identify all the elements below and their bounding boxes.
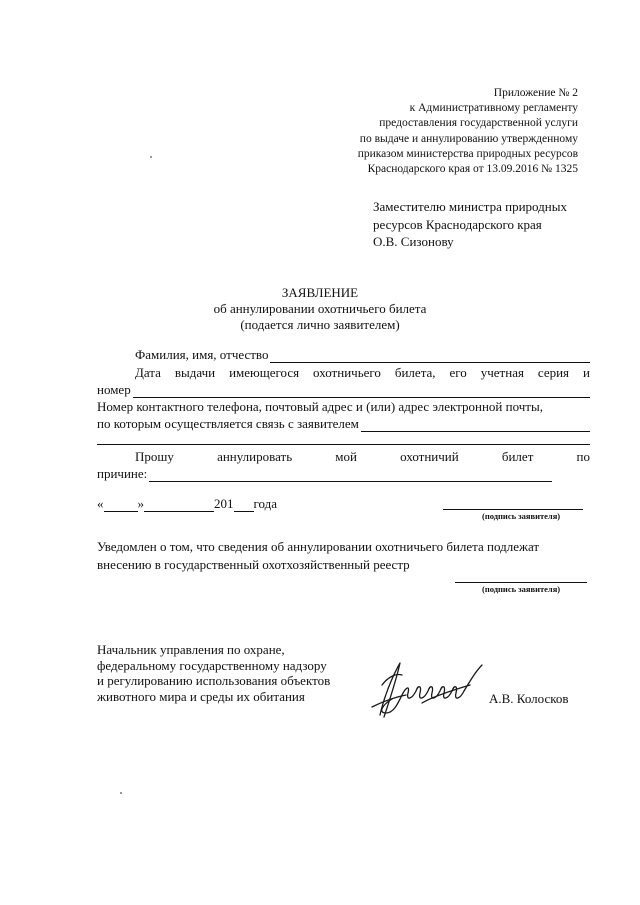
notice-line: внесению в государственный охотхозяйственный реестр xyxy=(97,557,410,572)
reason-row xyxy=(97,466,552,482)
scan-speck xyxy=(150,156,152,158)
word: выдачи xyxy=(174,365,216,380)
scan-speck xyxy=(120,792,122,794)
number-field[interactable] xyxy=(133,384,590,398)
word: серия xyxy=(537,365,570,380)
addressee-block xyxy=(373,198,613,251)
contacts-label: Номер контактного телефона, почтовый адрес и (или) адрес электронной почты, xyxy=(97,399,543,414)
word: охотничьего xyxy=(313,365,381,380)
contacts-row-2 xyxy=(97,416,590,432)
official-title-line: и регулированию использования объектов xyxy=(97,673,331,688)
official-name: А.В. Колосков xyxy=(489,691,569,706)
signature-caption: (подпись заявителя) xyxy=(482,511,561,521)
appendix-line: предоставления государственной услуги xyxy=(379,117,578,130)
document-title xyxy=(0,285,640,333)
word: мой xyxy=(335,449,357,464)
fio-row xyxy=(135,347,590,363)
title-main: ЗАЯВЛЕНИЕ xyxy=(281,285,359,300)
appendix-line: Краснодарского края от 13.09.2016 № 1325 xyxy=(367,163,578,176)
word: билет xyxy=(501,449,534,464)
word: учетная xyxy=(480,365,524,380)
number-label: номер xyxy=(97,382,131,397)
day-field[interactable] xyxy=(104,498,138,512)
word: аннулировать xyxy=(217,449,293,464)
official-title-line: Начальник управления по охране, xyxy=(97,642,285,657)
date-suffix: года xyxy=(253,496,278,511)
reason-label: причине: xyxy=(97,466,148,481)
title-sub: об аннулировании охотничьего билета xyxy=(213,301,427,316)
fio-label: Фамилия, имя, отчество xyxy=(135,347,269,362)
reason-field[interactable] xyxy=(149,468,552,482)
date-close-quote: » xyxy=(137,496,144,511)
issue-date-row xyxy=(135,365,590,381)
word: охотничий xyxy=(400,449,459,464)
contacts-field[interactable] xyxy=(361,418,590,432)
registry-notice xyxy=(97,538,597,574)
title-note: (подается лично заявителем) xyxy=(240,317,400,332)
fio-field[interactable] xyxy=(270,349,590,363)
official-title-line: федеральному государственному надзору xyxy=(97,657,327,673)
official-title-line: животного мира и среды их обитания xyxy=(97,688,305,704)
contacts-extra-line[interactable] xyxy=(97,444,590,445)
applicant-signature-line[interactable] xyxy=(443,509,583,510)
word: имеющегося xyxy=(229,365,300,380)
appendix-line: приказом министерства природных ресурсов xyxy=(357,147,578,160)
request-row xyxy=(135,449,590,465)
contacts-row-1 xyxy=(97,399,597,415)
word: билета, xyxy=(394,365,436,380)
official-title xyxy=(97,642,367,704)
appendix-line: по выдаче и аннулированию утвержденному xyxy=(359,132,578,145)
addressee-line: Заместителю министра природных xyxy=(373,199,567,214)
word: по xyxy=(576,449,590,464)
word: Дата xyxy=(135,365,161,380)
appendix-header xyxy=(258,86,578,177)
handwritten-signature xyxy=(362,655,487,725)
appendix-line: Приложение № 2 xyxy=(493,87,578,99)
date-year: 201 xyxy=(214,496,234,511)
addressee-line: О.В. Сизонову xyxy=(373,234,454,249)
date-open-quote: « xyxy=(97,496,104,511)
signature-caption: (подпись заявителя) xyxy=(482,584,561,594)
notice-signature-line[interactable] xyxy=(455,582,587,583)
contacts-label: по которым осуществляется связь с заявителем xyxy=(97,416,359,431)
number-row xyxy=(97,382,590,398)
word: и xyxy=(583,365,590,380)
month-field[interactable] xyxy=(144,498,214,512)
date-row xyxy=(97,496,327,512)
appendix-line: к Административному регламенту xyxy=(409,102,578,115)
year-field[interactable] xyxy=(234,498,254,512)
word: его xyxy=(449,365,467,380)
addressee-line: ресурсов Краснодарского края xyxy=(373,216,542,232)
notice-line: Уведомлен о том, что сведения об аннулировании охотничьего билета подлежат xyxy=(97,539,540,554)
word: Прошу xyxy=(135,449,174,464)
